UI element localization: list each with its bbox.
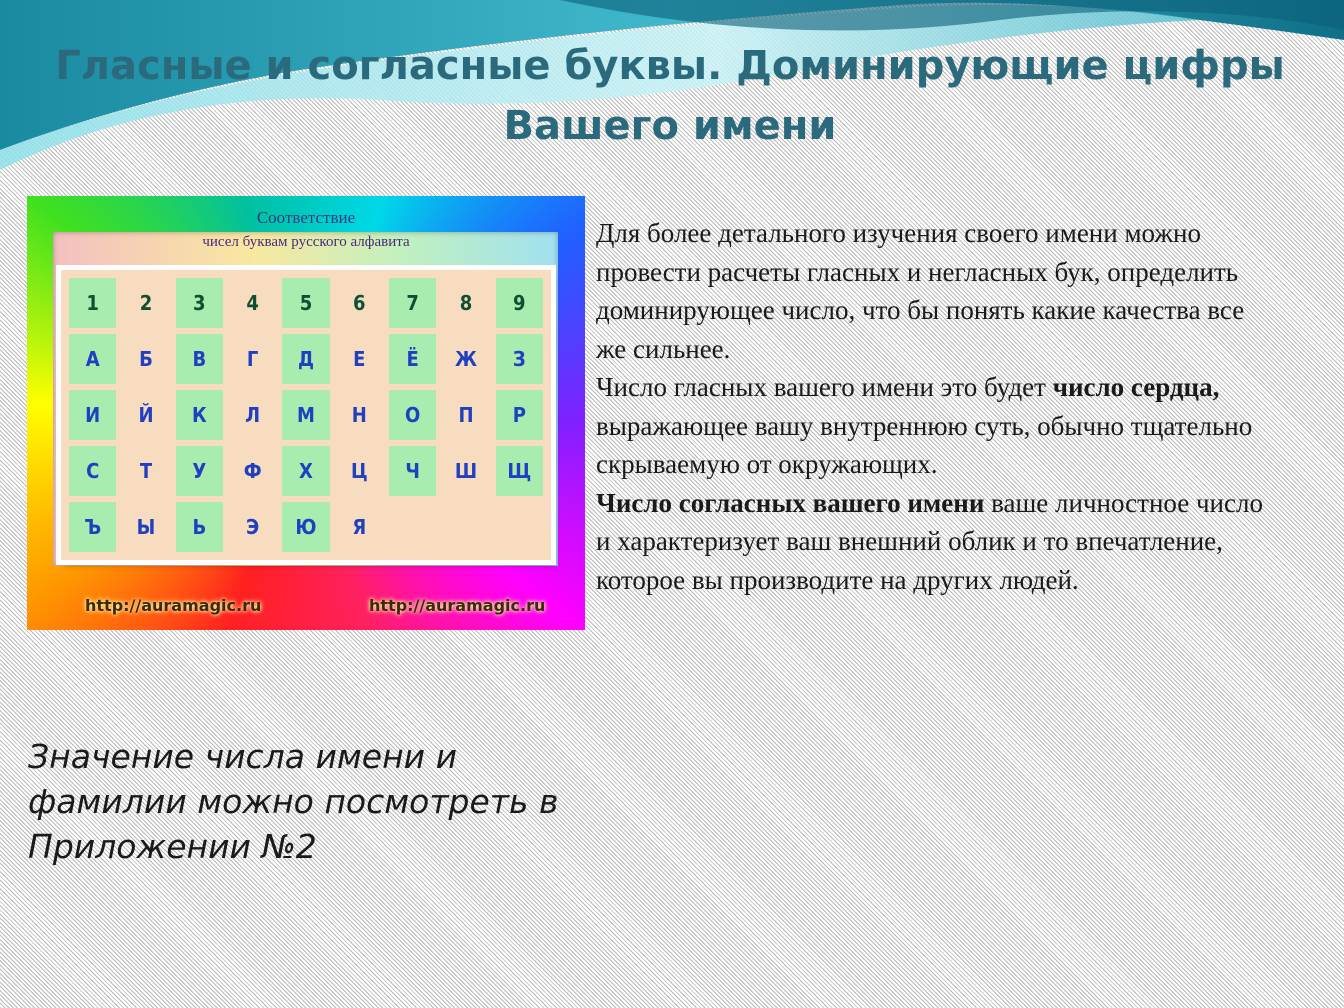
grid-letter-cell: Ш — [454, 459, 478, 483]
grid-letter-cell: Я — [352, 515, 367, 539]
grid-letter-cell — [496, 502, 543, 552]
grid-letter-cell: У — [176, 446, 223, 496]
grid-letter-cell: Ф — [243, 459, 262, 483]
appendix-note-line3: Приложении №2 — [28, 827, 317, 866]
image-header-title: Соответствие — [256, 208, 356, 227]
grid-letter-cell: К — [176, 390, 223, 440]
grid-letter-cell: М — [282, 390, 329, 440]
grid-letter-cell: Э — [246, 515, 260, 539]
grid-letter-cell: Т — [139, 459, 153, 483]
grid-number-cell: 5 — [282, 278, 329, 328]
grid-letter-cell: Ц — [350, 459, 368, 483]
description-text — [596, 214, 1276, 599]
grid-letter-cell: С — [69, 446, 116, 496]
appendix-note-line2: фамилии можно посмотреть в — [28, 782, 559, 821]
alphabet-number-table-image — [27, 196, 585, 630]
grid-number-cell: 8 — [459, 291, 473, 315]
grid-letter-cell: З — [496, 334, 543, 384]
grid-letter-cell: Л — [245, 403, 261, 427]
grid-letter-cell: Н — [351, 403, 367, 427]
grid-number-cell: 4 — [246, 291, 259, 315]
grid-letter-cell — [442, 502, 489, 552]
consonant-number-description: ваше личностное число и характеризует ваш внешний облик и то впечатление, которое вы производите на других людей. — [596, 487, 1263, 595]
grid-letter-cell: Р — [496, 390, 543, 440]
description-paragraph-3 — [596, 484, 1276, 600]
grid-letter-cell: Х — [282, 446, 329, 496]
grid-letter-cell: Б — [139, 347, 153, 371]
grid-number-cell: 7 — [389, 278, 436, 328]
heart-number-description: выражающее вашу внутреннюю суть, обычно тщательно скрываемую от окружающих. — [596, 410, 1253, 479]
heart-number-intro: Число гласных вашего имени это будет — [596, 372, 1053, 402]
grid-letter-cell: О — [389, 390, 436, 440]
slide-title-line2: Вашего имени — [503, 103, 837, 149]
image-footer-url-right: http://auramagic.ru — [369, 596, 546, 615]
grid-letter-cell: А — [69, 334, 116, 384]
grid-letter-cell — [389, 502, 436, 552]
image-header-subtitle: чисел буквам русского алфавита — [202, 234, 410, 250]
grid-letter-cell: Щ — [496, 446, 543, 496]
consonant-number-term: Число согласных вашего имени — [596, 487, 985, 518]
grid-letter-cell: Г — [246, 347, 259, 371]
grid-letter-cell: В — [176, 334, 223, 384]
grid-letter-cell: Ж — [454, 347, 477, 371]
grid-number-cell: 3 — [176, 278, 223, 328]
grid-number-cell: 9 — [496, 278, 543, 328]
grid-letter-cell: Ё — [389, 334, 436, 384]
grid-letter-cell: Ы — [136, 515, 156, 539]
appendix-note-line1: Значение числа имени и — [28, 737, 458, 776]
grid-letter-cell: Ъ — [69, 502, 116, 552]
grid-letter-cell: Е — [353, 347, 366, 371]
letter-number-grid — [61, 270, 551, 560]
grid-letter-cell: Ю — [282, 502, 329, 552]
grid-letter-cell: П — [458, 403, 474, 427]
slide-title-line1: Гласные и согласные буквы. Доминирующие цифры — [55, 43, 1285, 89]
grid-number-cell: 6 — [353, 291, 366, 315]
grid-letter-cell: Ч — [389, 446, 436, 496]
slide-title — [20, 36, 1320, 156]
appendix-note — [28, 734, 668, 869]
grid-number-cell: 2 — [139, 291, 153, 315]
grid-letter-cell: Д — [282, 334, 329, 384]
image-footer-url-left: http://auramagic.ru — [85, 596, 262, 615]
heart-number-term: число сердца, — [1052, 372, 1220, 402]
grid-letter-cell: И — [69, 390, 116, 440]
description-paragraph-1: Для более детального изучения своего имени можно провести расчеты гласных и негласных бук, определить доминирующее число, что бы понять какие качества все же сильнее. — [596, 218, 1245, 364]
description-paragraph-2 — [596, 368, 1276, 484]
grid-letter-cell: Ь — [176, 502, 223, 552]
grid-number-cell: 1 — [69, 278, 116, 328]
grid-letter-cell: Й — [138, 403, 154, 427]
